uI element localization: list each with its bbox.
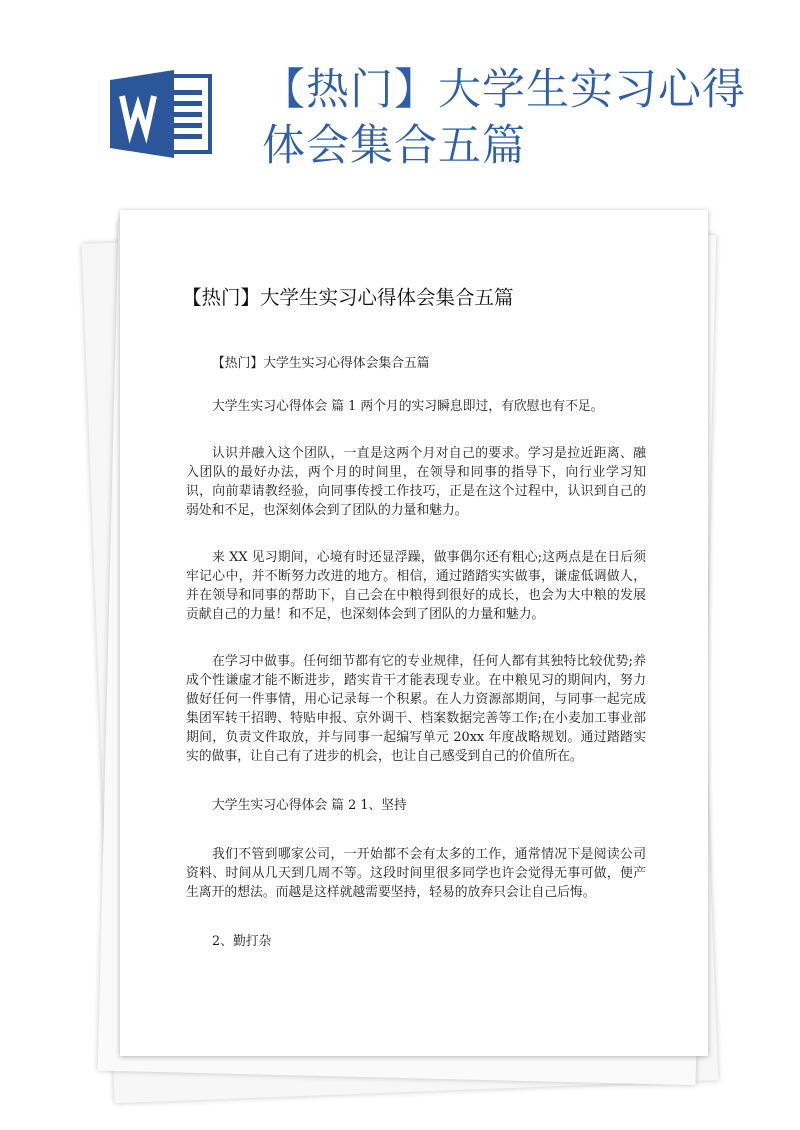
paragraph-subheading: 2、勤打杂 bbox=[212, 934, 272, 949]
paragraph-subtitle: 【热门】大学生实习心得体会集合五篇 bbox=[212, 356, 430, 371]
paragraph: 来 XX 见习期间，心境有时还显浮躁，做事偶尔还有粗心;这两点是在日后须牢记心中，并不断努力改进的地方。相信，通过踏踏实实做事，谦虚低调做人，并在领导和同事的帮助下，自己会在中粮得到很好的成长，也会为大中粮的发展贡献自己的力量！和不足，也深刻体会到了团队的力量和魅力。 bbox=[186, 550, 646, 622]
document-body bbox=[186, 354, 646, 979]
paragraph-section-1-heading: 大学生实习心得体会 篇 1 两个月的实习瞬息即过，有欣慰也有不足。 bbox=[212, 399, 604, 414]
paragraph: 在学习中做事。任何细节都有它的专业规律，任何人都有其独特比较优势;养成个性谦虚才能不断进步，踏实肯干才能表现专业。在中粮见习的期间内，努力做好任何一件事情，用心记录每一个积累。在人力资源部期间，与同事一起完成集团军转干招聘、特贴申报、京外调干、档案数据完善等工作;在小麦加工事业部期间，负责文件取放，并与同事一起编写单元 20xx 年度战略规划。通过踏踏实实的做事，让自己有了进步的机会，也让自己感受到自己的价值所在。 bbox=[186, 654, 646, 764]
document-page bbox=[120, 210, 708, 1056]
header-title: 【热门】大学生实习心得体会集合五篇 bbox=[262, 65, 746, 171]
paragraph: 我们不管到哪家公司，一开始都不会有太多的工作，通常情况下是阅读公司资料、时间从几天到几周不等。这段时间里很多同学也许会觉得无事可做，便产生离开的想法。而越是这样就越需要坚持，轻易的放弃只会让自己后悔。 bbox=[186, 847, 646, 900]
document-title: 【热门】大学生实习心得体会集合五篇 bbox=[182, 286, 514, 309]
paragraph: 认识并融入这个团队，一直是这两个月对自己的要求。学习是拉近距离、融入团队的最好办法，两个月的时间里，在领导和同事的指导下，向行业学习知识，向前辈请教经验，向同事传授工作技巧，正是在这个过程中，认识到自己的弱处和不足，也深刻体会到了团队的力量和魅力。 bbox=[186, 446, 646, 518]
paragraph-section-2-heading: 大学生实习心得体会 篇 2 1、坚持 bbox=[212, 798, 407, 813]
